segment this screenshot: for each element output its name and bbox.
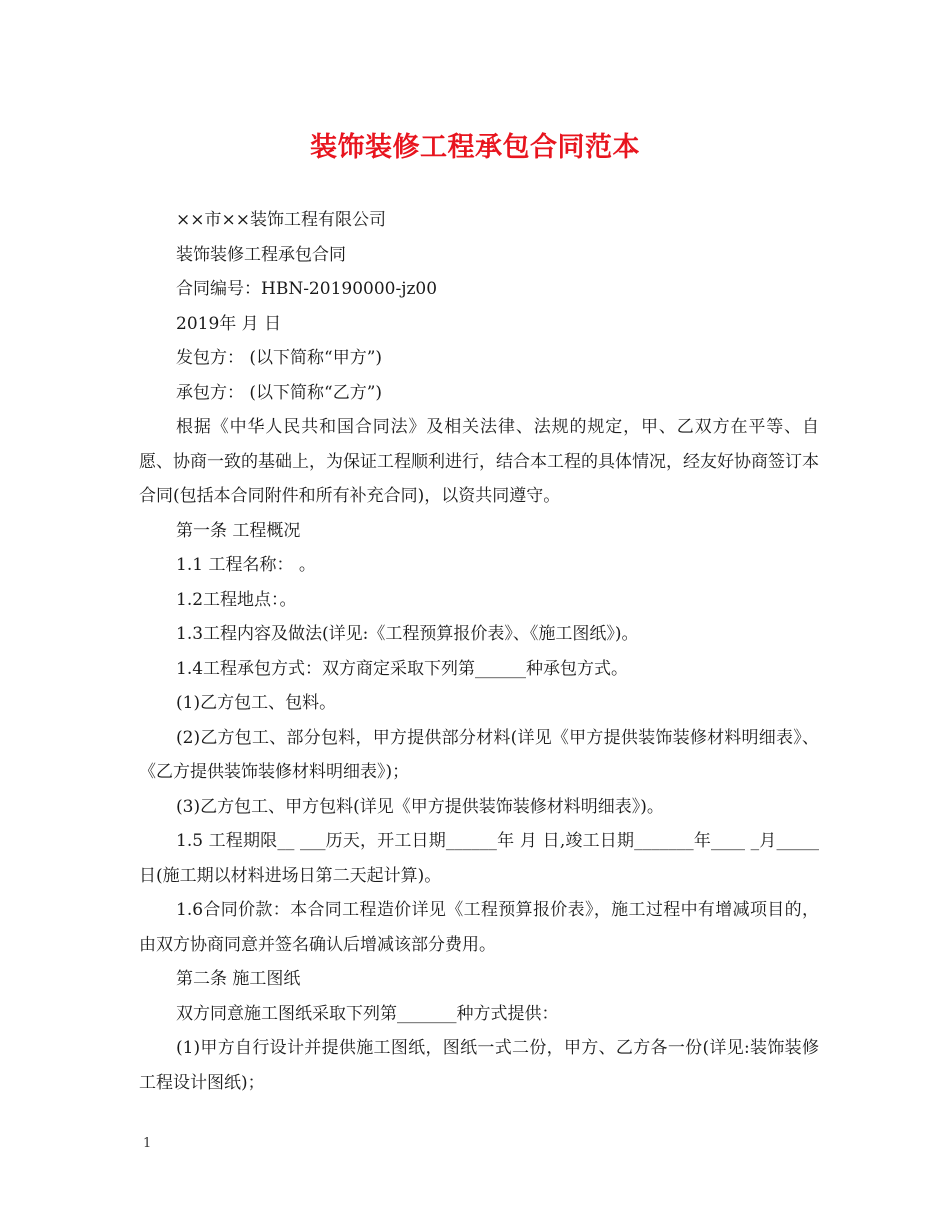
contract-date-line: 2019年 月 日 bbox=[176, 313, 282, 334]
clause-1-5: 1.5 工程期限__ ___历天，开工日期______年 月 日,竣工日期_______年____ _月_____日(施工期以材料进场日第二天起计算)。 bbox=[139, 831, 819, 886]
party-a-line: 发包方： (以下简称“甲方”) bbox=[176, 348, 383, 368]
clause-1-3: 1.3工程内容及做法(详见:《工程预算报价表》、《施工图纸》)。 bbox=[176, 624, 639, 644]
article-1-heading: 第一条 工程概况 bbox=[176, 520, 301, 541]
clause-1-4-option-3: (3)乙方包工、甲方包料(详见《甲方提供装饰装修材料明细表》)。 bbox=[176, 796, 664, 817]
page-number: 1 bbox=[143, 1136, 152, 1151]
article-2-heading: 第二条 施工图纸 bbox=[176, 969, 301, 989]
clause-1-4-option-1: (1)乙方包工、包料。 bbox=[176, 693, 337, 713]
article-2-option-1: (1)甲方自行设计并提供施工图纸，图纸一式二份，甲方、乙方各一份(详见:装饰装修工程设计图纸)； bbox=[139, 1038, 819, 1093]
article-2-intro: 双方同意施工图纸采取下列第_______种方式提供： bbox=[176, 1003, 559, 1024]
preamble-paragraph: 根据《中华人民共和国合同法》及相关法律、法规的规定，甲、乙双方在平等、自愿、协商一致的基础上，为保证工程顺利进行，结合本工程的具体情况，经友好协商签订本合同(包括本合同附件和所有补充合同)，以资共同遵守。 bbox=[139, 417, 819, 506]
party-b-line: 承包方： (以下简称“乙方”) bbox=[176, 382, 383, 403]
clause-1-6: 1.6合同价款：本合同工程造价详见《工程预算报价表》，施工过程中有增减项目的，由双方协商同意并签名确认后增减该部分费用。 bbox=[139, 900, 819, 955]
clause-1-2: 1.2工程地点：。 bbox=[176, 589, 297, 610]
contract-name-line: 装饰装修工程承包合同 bbox=[176, 244, 346, 265]
document-title: 装饰装修工程承包合同范本 bbox=[310, 132, 640, 163]
contract-number-line: 合同编号：HBN-20190000-jz00 bbox=[176, 279, 438, 299]
company-name-line: ××市××装饰工程有限公司 bbox=[176, 210, 386, 230]
clause-1-4: 1.4工程承包方式：双方商定采取下列第______种承包方式。 bbox=[176, 658, 629, 679]
clause-1-1: 1.1 工程名称： 。 bbox=[176, 555, 316, 575]
document-body bbox=[139, 203, 819, 1100]
clause-1-4-option-2: (2)乙方包工、部分包料，甲方提供部分材料(详见《甲方提供装饰装修材料明细表》、《乙方提供装饰装修材料明细表》)； bbox=[139, 727, 819, 782]
